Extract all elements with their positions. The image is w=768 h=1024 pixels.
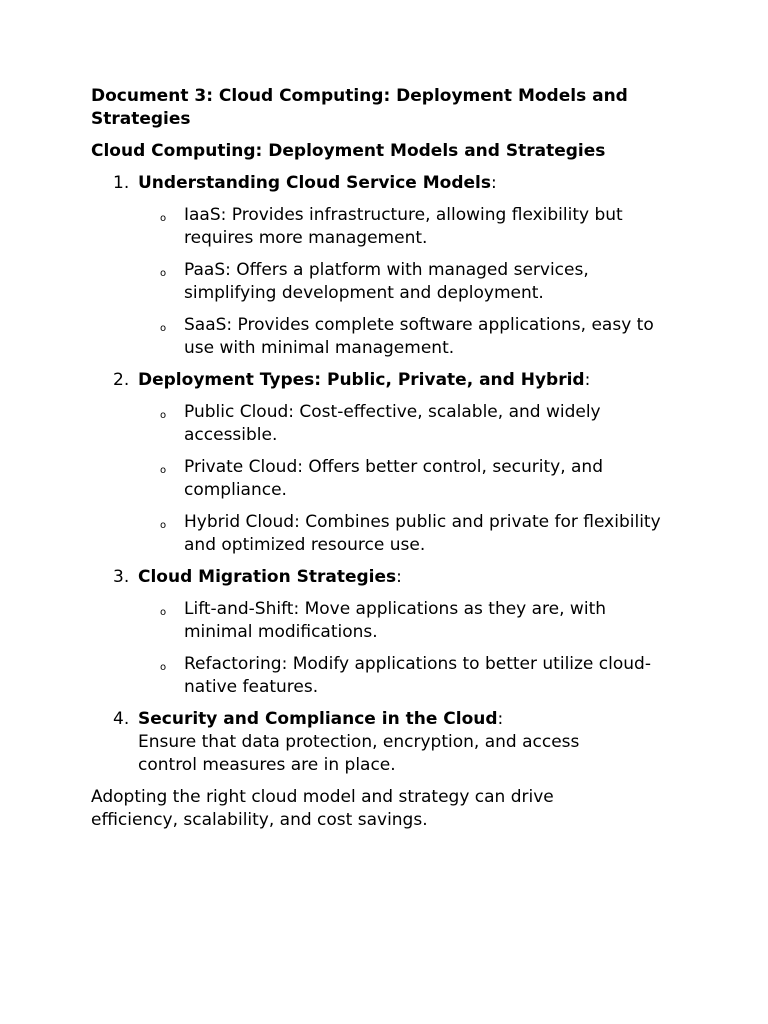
section-heading — [138, 369, 678, 392]
section-heading — [138, 172, 678, 195]
section-title-suffix: : — [497, 709, 504, 729]
document-subtitle: Cloud Computing: Deployment Models and Strategies — [91, 141, 606, 161]
bullet-marker: o — [160, 520, 167, 531]
section-title: Security and Compliance in the Cloud — [138, 709, 498, 729]
bullet-marker: o — [160, 213, 167, 224]
bullet-marker: o — [160, 410, 167, 421]
bullet-marker: o — [160, 465, 167, 476]
bullet-text: Hybrid Cloud: Combines public and private for flexibility and optimized resource use. — [184, 512, 661, 555]
section-number: 3. — [113, 567, 130, 587]
bullet-marker: o — [160, 662, 167, 673]
bullet-marker: o — [160, 323, 167, 334]
list-item — [138, 401, 664, 447]
list-item — [138, 511, 664, 557]
list-item — [138, 204, 664, 250]
section-migration-strategies — [91, 566, 678, 699]
bullet-marker: o — [160, 268, 167, 279]
bullet-text: Private Cloud: Offers better control, security, and compliance. — [184, 457, 603, 500]
bullet-text: PaaS: Offers a platform with managed services, simplifying development and deployment. — [184, 260, 589, 303]
section-number: 1. — [113, 173, 130, 193]
bullet-list — [138, 204, 678, 360]
bullet-text: Public Cloud: Cost-effective, scalable, and widely accessible. — [184, 402, 601, 445]
section-deployment-types — [91, 369, 678, 557]
section-body: Ensure that data protection, encryption, and access control measures are in place. — [138, 732, 580, 775]
closing-paragraph: Adopting the right cloud model and strategy can drive efficiency, scalability, and cost savings. — [91, 787, 554, 830]
list-item — [138, 598, 664, 644]
list-item — [138, 259, 664, 305]
section-heading — [138, 708, 678, 731]
section-title-suffix: : — [491, 173, 497, 193]
section-service-models — [91, 172, 678, 360]
section-security-compliance — [91, 708, 678, 777]
bullet-text: IaaS: Provides infrastructure, allowing flexibility but requires more management. — [184, 205, 623, 248]
list-item — [138, 653, 664, 699]
section-title-suffix: : — [396, 567, 402, 587]
section-title: Understanding Cloud Service Models — [138, 173, 491, 193]
list-item — [138, 456, 664, 502]
bullet-text: SaaS: Provides complete software applications, easy to use with minimal management. — [184, 315, 654, 358]
section-number: 4. — [113, 709, 130, 729]
list-item — [138, 314, 664, 360]
section-title: Cloud Migration Strategies — [138, 567, 397, 587]
section-title: Deployment Types: Public, Private, and Hybrid — [138, 370, 585, 390]
section-title-suffix: : — [584, 370, 591, 390]
bullet-marker: o — [160, 607, 167, 618]
section-number: 2. — [113, 370, 130, 390]
document-title: Document 3: Cloud Computing: Deployment Models and Strategies — [91, 86, 628, 129]
bullet-text: Lift-and-Shift: Move applications as they are, with minimal modifications. — [184, 599, 607, 642]
section-heading — [138, 566, 678, 589]
bullet-list — [138, 598, 678, 699]
bullet-text: Refactoring: Modify applications to better utilize cloud-native features. — [184, 654, 651, 697]
bullet-list — [138, 401, 678, 557]
